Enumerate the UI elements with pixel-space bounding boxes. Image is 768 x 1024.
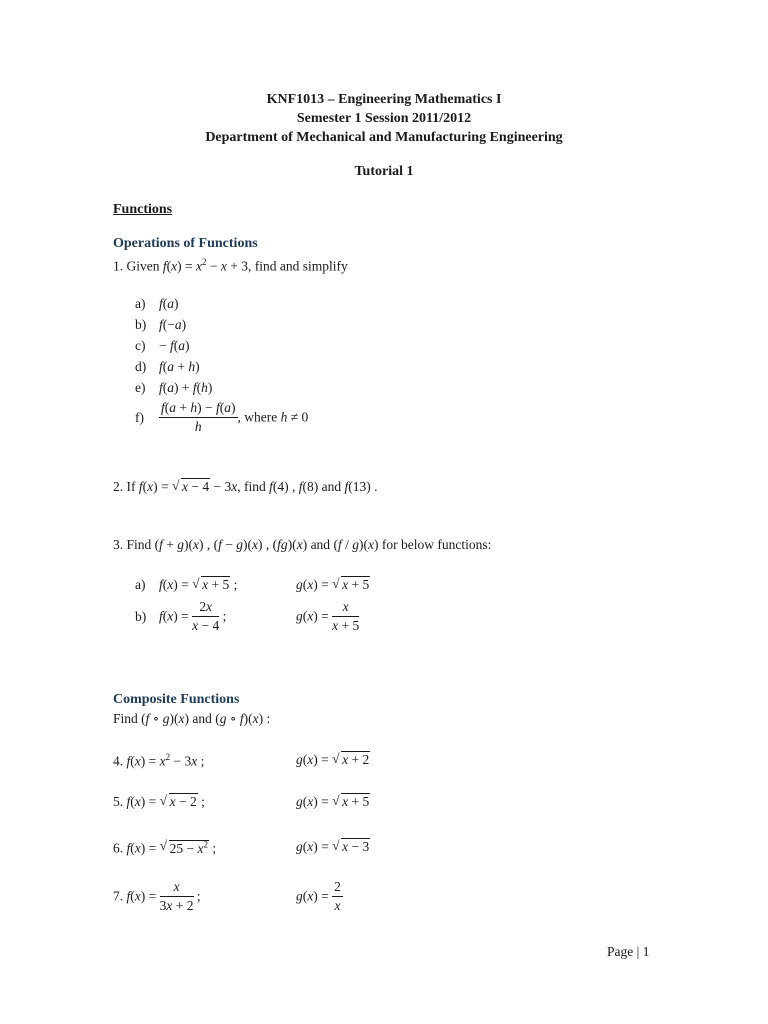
q6-number: 6.	[113, 840, 124, 856]
item-label: a)	[135, 296, 146, 311]
item-label: d)	[135, 359, 147, 374]
q3-intro: 3. Find	[113, 537, 152, 552]
q3-item-b-g: g(x) = $\frac{x}{x + 5}$	[296, 599, 360, 633]
item-label: f)	[135, 409, 144, 425]
q3-tail: for below functions:	[381, 537, 492, 552]
composite-instruction: Find (f ∘ g)(x) and (g ∘ f)(x) :	[113, 711, 271, 726]
q1-item-e: e) f(a) + f(h)	[135, 380, 213, 395]
q5-number: 5.	[113, 794, 124, 809]
question-7: 7. f(x) = $\frac{x}{3x + 2}$ ;	[113, 879, 201, 913]
tutorial-title: Tutorial 1	[354, 164, 414, 179]
q4-number: 4.	[113, 753, 124, 769]
q3-and: and	[310, 537, 331, 552]
q3-item-b: b) f(x) = $\frac{2x}{x - 4}$ ;	[135, 599, 227, 633]
question-4: 4. $f(x) = x^2 - 3x$ ;	[113, 752, 205, 769]
item-label: b)	[135, 317, 147, 332]
q3-item-a-g: g(x) = √ x + 5	[296, 577, 370, 593]
page-number: Page | 1	[607, 944, 650, 959]
question-6: 6. f(x) = √ $25 - x^2$ ;	[113, 839, 216, 857]
item-label: a)	[135, 577, 146, 592]
question-5: 5. f(x) = √ x − 2 ;	[113, 794, 205, 810]
q1-item-d: d) f(a + h)	[135, 359, 200, 374]
question-6-g: g(x) = √ x − 3	[296, 839, 370, 855]
q1-intro: 1. Given	[113, 258, 160, 274]
q1-item-f: f) $\frac{f(a + h) - f(a)}{h}$ , where h ≠ 0	[135, 400, 309, 434]
q2-and: and	[321, 479, 342, 494]
question-1: 1. Given $f(x) = x^2 - x + 3$, find and simplify	[113, 257, 348, 274]
item-label: e)	[135, 380, 146, 395]
item-label: b)	[135, 608, 147, 624]
find-text: Find	[113, 711, 138, 726]
q1-tail: , find and simplify	[248, 258, 348, 274]
question-5-g: g(x) = √ x + 5	[296, 794, 370, 810]
question-4-g: g(x) = √ x + 2	[296, 752, 370, 768]
q3-item-a: a) f(x) = √ x + 5 ;	[135, 577, 237, 593]
operations-heading: Operations of Functions	[113, 236, 258, 251]
section-heading: Functions	[113, 202, 173, 217]
composite-and: and	[192, 711, 212, 726]
q2-mid: , find	[237, 479, 266, 494]
q1-item-b: b) f(−a)	[135, 317, 187, 332]
composite-heading: Composite Functions	[113, 692, 240, 707]
q7-number: 7.	[113, 888, 124, 904]
question-2: 2. If f(x) = √ x − 4 − 3x, find f(4) , f(8) and f(13) .	[113, 479, 378, 495]
question-7-g: g(x) = $\frac{2}{x}$	[296, 879, 341, 913]
where-text: , where	[237, 409, 278, 425]
item-label: c)	[135, 338, 146, 353]
question-3: 3. Find (f + g)(x) , (f − g)(x) , (fg)(x) and (f / g)(x) for below functions:	[113, 537, 492, 552]
department-line: Department of Mechanical and Manufacturing Engineering	[205, 130, 563, 145]
difference-quotient: $\frac{f(a + h) - f(a)}{h}$	[161, 400, 236, 434]
q1-item-c: c) − f(a)	[135, 338, 190, 353]
course-title: KNF1013 – Engineering Mathematics I	[266, 92, 502, 107]
q2-intro: 2. If	[113, 479, 136, 494]
q1-item-a: a) f(a)	[135, 296, 179, 311]
semester-line: Semester 1 Session 2011/2012	[296, 111, 472, 126]
